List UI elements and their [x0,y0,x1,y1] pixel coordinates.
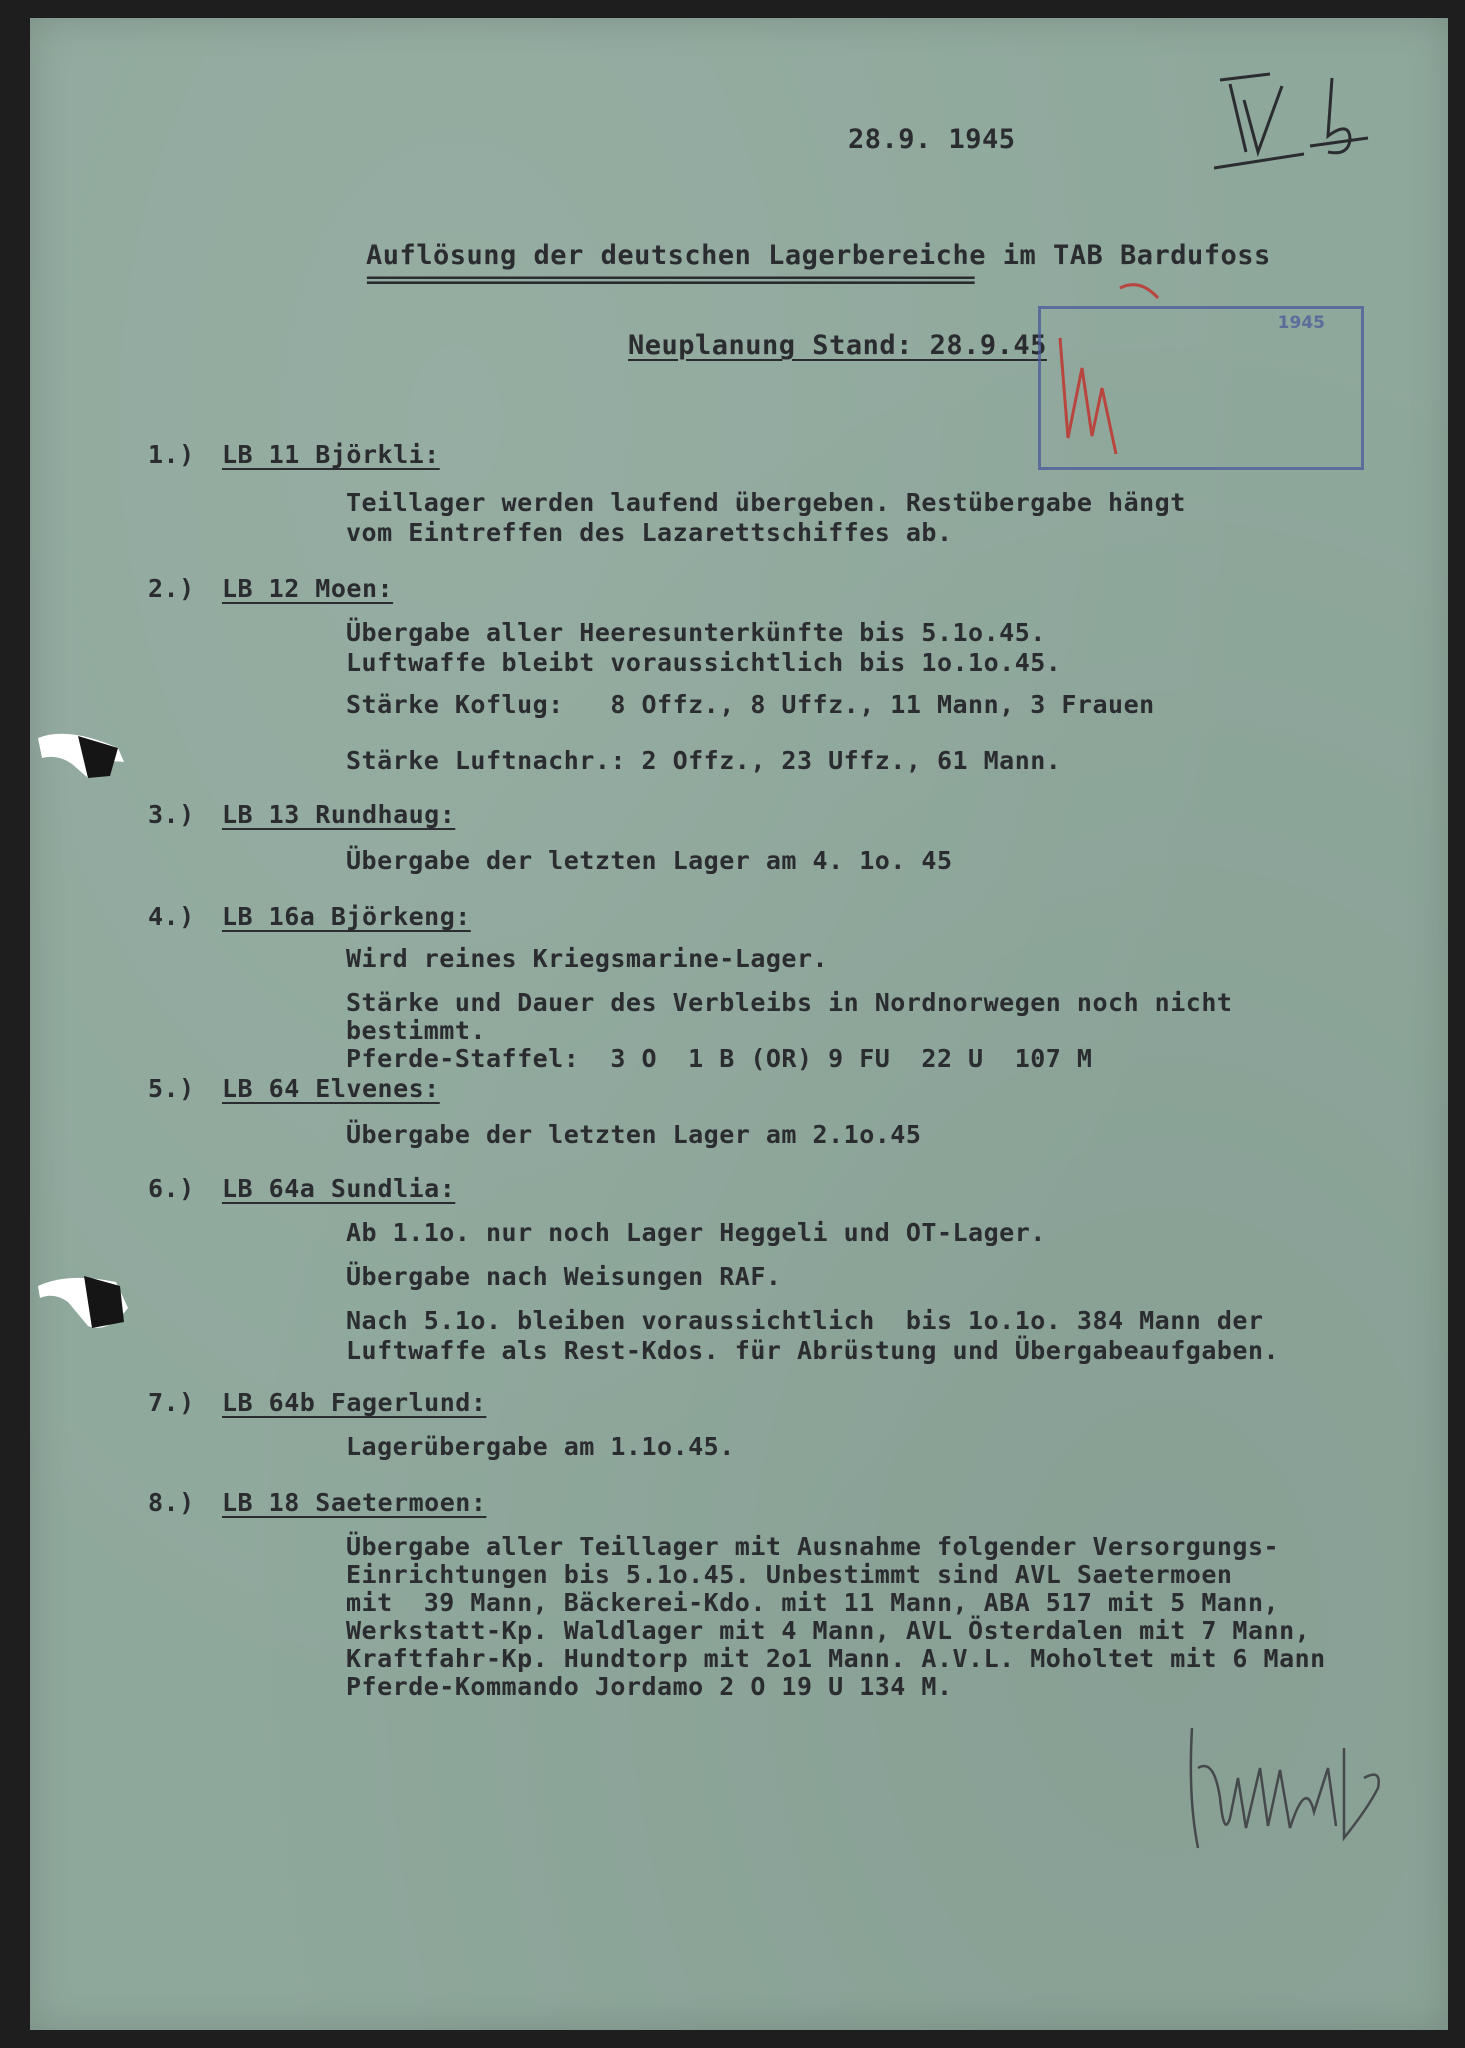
section-number: 8.) [148,1488,195,1517]
section-line: Nach 5.1o. bleiben voraussichtlich bis 1o.1o. 384 Mann der [346,1306,1264,1335]
section-line: bestimmt. [346,1016,486,1045]
section-number: 3.) [148,800,195,829]
section-line: Pferde-Kommando Jordamo 2 O 19 U 134 M. [346,1672,953,1701]
torn-punch-hole-bottom [28,1262,128,1342]
section-heading: LB 64 Elvenes: [222,1074,440,1103]
document-title: Auflösung der deutschen Lagerbereiche im TAB Bardufoss [366,240,1271,271]
section-line: Übergabe aller Heeresunterkünfte bis 5.1o.45. [346,618,1046,647]
section-line: Teillager werden laufend übergeben. Restübergabe hängt [346,488,1186,517]
section-line: Einrichtungen bis 5.1o.45. Unbestimmt sind AVL Saetermoen [346,1560,1233,1589]
section-number: 2.) [148,574,195,603]
section-heading: LB 16a Björkeng: [222,902,471,931]
section-line: Übergabe der letzten Lager am 2.1o.45 [346,1120,922,1149]
torn-punch-hole-top [28,718,128,798]
section-heading: LB 64a Sundlia: [222,1174,456,1203]
section-number: 4.) [148,902,195,931]
section-line: Stärke Luftnachr.: 2 Offz., 23 Uffz., 61 Mann. [346,746,1062,775]
document-subtitle: Neuplanung Stand: 28.9.45 [628,330,1047,361]
section-heading: LB 11 Björkli: [222,440,440,469]
section-line: Wird reines Kriegsmarine-Lager. [346,944,829,973]
section-line: Kraftfahr-Kp. Hundtorp mit 2o1 Mann. A.V.L. Moholtet mit 6 Mann [346,1644,1326,1673]
stamp-date: 1945 [1277,313,1325,333]
section-heading: LB 64b Fagerlund: [222,1388,487,1417]
section-line: Stärke Koflug: 8 Offz., 8 Uffz., 11 Mann, 3 Frauen [346,690,1155,719]
section-line: Luftwaffe bleibt voraussichtlich bis 1o.1o.45. [346,648,1062,677]
section-line: Übergabe nach Weisungen RAF. [346,1262,782,1291]
section-line: Ab 1.1o. nur noch Lager Heggeli und OT-Lager. [346,1218,1046,1247]
section-line: Pferde-Staffel: 3 O 1 B (OR) 9 FU 22 U 107 M [346,1044,1093,1073]
section-line: Werkstatt-Kp. Waldlager mit 4 Mann, AVL Österdalen mit 7 Mann, [346,1616,1311,1645]
section-number: 1.) [148,440,195,469]
document-date: 28.9. 1945 [848,124,1016,155]
section-line: Lagerübergabe am 1.1o.45. [346,1432,735,1461]
section-number: 7.) [148,1388,195,1417]
section-line: Übergabe aller Teillager mit Ausnahme folgender Versorgungs- [346,1532,1280,1561]
section-heading: LB 13 Rundhaug: [222,800,456,829]
section-line: vom Eintreffen des Lazarettschiffes ab. [346,518,953,547]
section-heading: LB 12 Moen: [222,574,394,603]
section-number: 6.) [148,1174,195,1203]
handwritten-signature [1168,1708,1448,1868]
section-line: mit 39 Mann, Bäckerei-Kdo. mit 11 Mann, ABA 517 mit 5 Mann, [346,1588,1280,1617]
section-number: 5.) [148,1074,195,1103]
red-pencil-mark [1040,268,1180,468]
title-double-underline: ======================================================= [366,268,974,293]
document-page [30,18,1448,2030]
section-line: Stärke und Dauer des Verbleibs in Nordnorwegen noch nicht [346,988,1233,1017]
section-line: Übergabe der letzten Lager am 4. 1o. 45 [346,846,953,875]
section-heading: LB 18 Saetermoen: [222,1488,487,1517]
section-line: Luftwaffe als Rest-Kdos. für Abrüstung und Übergabeaufgaben. [346,1336,1280,1365]
handwritten-classification-mark [1200,60,1380,180]
